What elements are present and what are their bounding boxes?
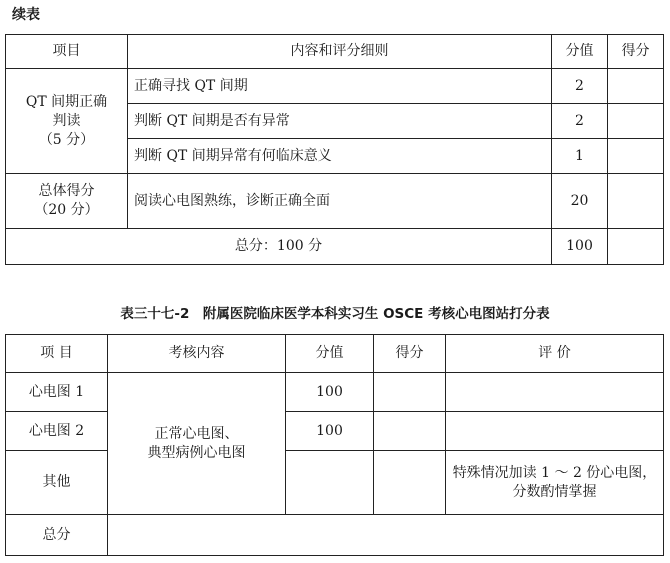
group-label-line: （20 分） [34,202,99,218]
header-points: 分值 [286,335,374,373]
total-points: 100 [552,229,608,265]
row-points: 100 [286,412,374,451]
row-points: 1 [552,139,608,174]
group-label-qt [6,69,128,174]
row-content: 判断 QT 间期是否有异常 [128,104,552,139]
content-line: 正常心电图、 [154,425,239,442]
row-item: 心电图 2 [6,412,108,451]
total-label: 总分 [6,515,108,556]
row-score-cell [374,451,446,515]
content-line: 典型病例心电图 [147,444,246,461]
continued-label: 续表 [12,7,40,23]
group-label-overall [6,174,128,229]
total-score-cell [608,229,664,265]
header-score: 得分 [374,335,446,373]
evaluation-line: 分数酌情掌握 [512,483,597,500]
row-evaluation-cell [446,412,664,451]
row-points-cell [286,451,374,515]
row-score-cell [374,412,446,451]
total-empty-cell [108,515,664,556]
row-score-cell [608,174,664,229]
total-label: 总分：100 分 [6,229,552,265]
row-content: 判断 QT 间期异常有何临床意义 [128,139,552,174]
header-item: 项目 [6,35,128,69]
total-row [6,229,664,265]
group-label-line: （5 分） [38,131,95,148]
table-header-row [6,35,664,69]
table-row [6,174,664,229]
scoring-table-continued [5,34,664,265]
table-row [6,412,664,451]
table-row [6,451,664,515]
row-points: 20 [552,174,608,229]
row-score-cell [608,139,664,174]
row-content: 正确寻找 QT 间期 [128,69,552,104]
row-item: 其他 [6,451,108,515]
header-score: 得分 [608,35,664,69]
evaluation-line: 特殊情况加读 1 ～ 2 份心电图， [452,464,657,481]
row-content: 阅读心电图熟练，诊断正确全面 [128,174,552,229]
row-points: 100 [286,373,374,412]
row-evaluation-cell [446,373,664,412]
header-content: 内容和评分细则 [128,35,552,69]
row-item: 心电图 1 [6,373,108,412]
group-label-line: 判读 [52,112,81,129]
total-row [6,515,664,556]
row-score-cell [608,104,664,139]
row-points: 2 [552,69,608,104]
table-row [6,373,664,412]
merged-content-cell [108,373,286,515]
header-points: 分值 [552,35,608,69]
row-points: 2 [552,104,608,139]
row-score-cell [374,373,446,412]
row-evaluation [446,451,664,515]
ecg-station-scoring-table [5,334,664,556]
header-evaluation: 评 价 [446,335,664,373]
table-row [6,69,664,104]
row-score-cell [608,69,664,104]
header-content: 考核内容 [108,335,286,373]
table-header-row [6,335,664,373]
group-label-line: 总体得分 [38,183,95,199]
header-item: 项 目 [6,335,108,373]
group-label-line: QT 间期正确 [25,93,108,110]
table-caption: 表三十七-2 附属医院临床医学本科实习生 OSCE 考核心电图站打分表 [120,306,550,322]
